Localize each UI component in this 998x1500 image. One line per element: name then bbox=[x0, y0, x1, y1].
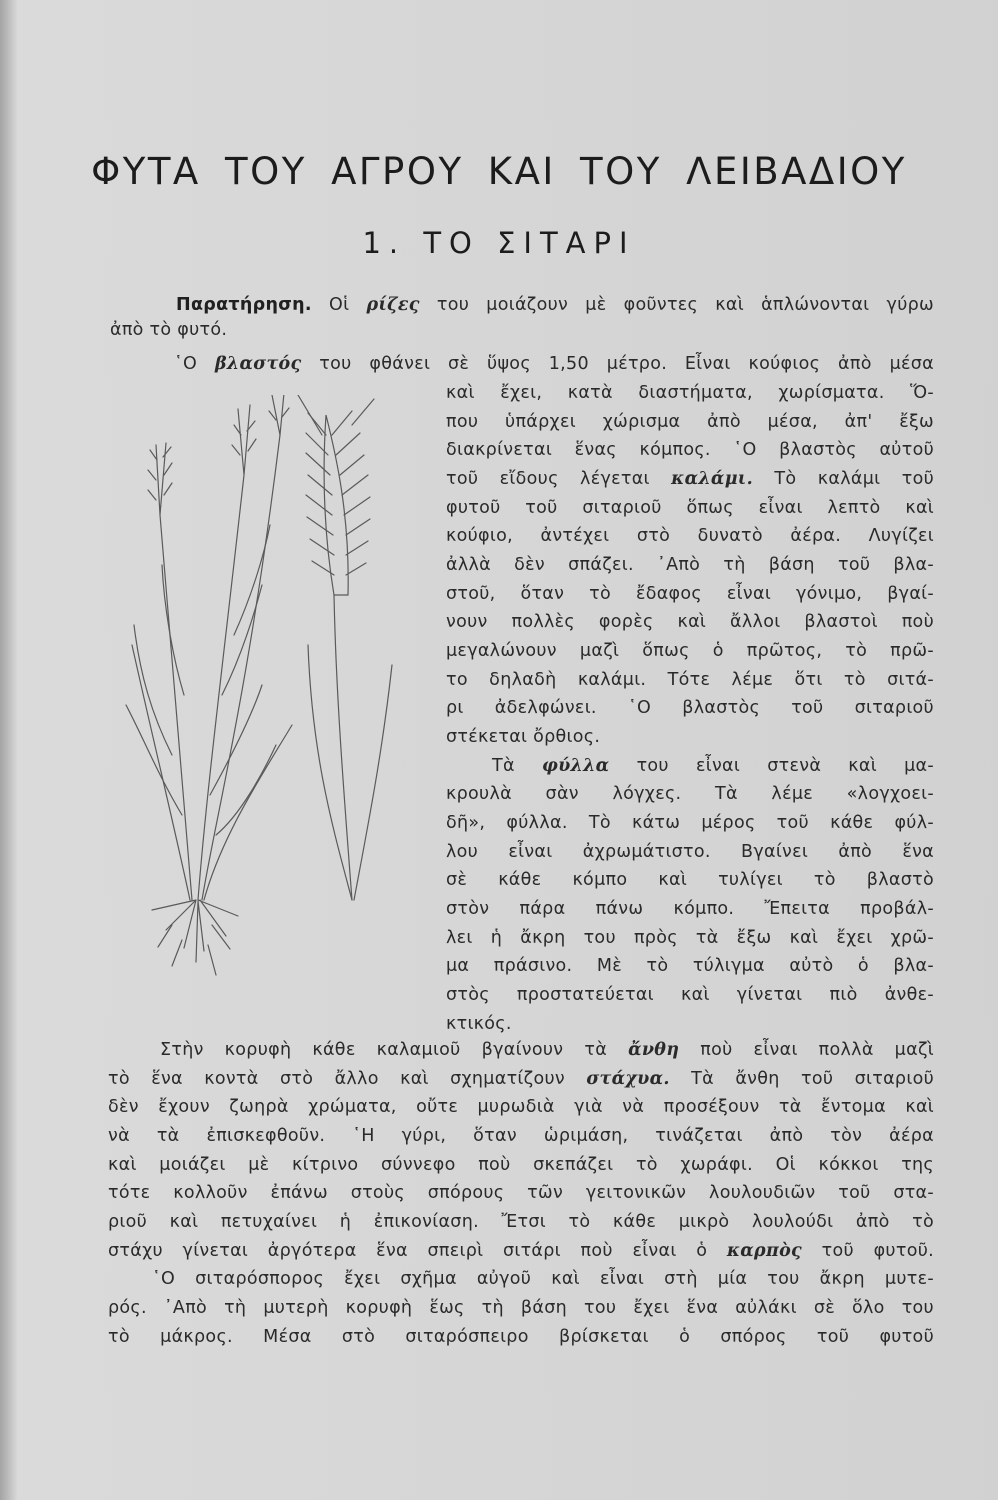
text-line: κτικός. bbox=[446, 1014, 512, 1034]
text-run: ῾Ο bbox=[174, 354, 215, 374]
term-fruit: καρπὸς bbox=[726, 1241, 803, 1261]
text-line: μα πράσινο. Μὲ τὸ τύλιγμα αὐτὸ ὁ βλα- bbox=[446, 956, 934, 976]
chapter-title: ΦΥΤΑ ΤΟΥ ΑΓΡΟΥ ΚΑΙ ΤΟΥ ΛΕΙΒΑΔΙΟΥ bbox=[91, 150, 907, 193]
text-line: ῾Ο σιταρόσπορος ἔχει σχῆμα αὐγοῦ καὶ εἶναι στὴ μία του ἄκρη μυτε- bbox=[152, 1269, 934, 1289]
text-run: τὸ ἕνα κοντὰ στὸ ἄλλο καὶ σχηματίζουν bbox=[108, 1069, 587, 1089]
text-line: δὲν ἔχουν ζωηρὰ χρώματα, οὔτε μυρωδιὰ γιὰ νὰ προσέξουν τὰ ἔντομα καὶ bbox=[108, 1097, 934, 1117]
term-reed: καλάμι. bbox=[671, 469, 753, 489]
term-roots: ρίζες bbox=[366, 295, 420, 315]
text-line: κούφιο, ἀντέχει στὸ δυνατὸ ἀέρα. Λυγίζει bbox=[446, 526, 934, 546]
text-run: Τὰ bbox=[492, 756, 542, 776]
text-line bbox=[108, 1067, 934, 1092]
text-run: του εἶναι στενὰ καὶ μα- bbox=[609, 756, 934, 776]
text-line: διακρίνεται ἕνας κόμπος. ῾Ο βλαστὸς αὐτοῦ bbox=[446, 440, 934, 460]
text-run: ποὺ εἶναι πολλὰ μαζὶ bbox=[679, 1040, 934, 1060]
term-leaves: φύλλα bbox=[541, 756, 610, 776]
text-line: νὰ τὰ ἐπισκεφθοῦν. ῾Η γύρι, ὅταν ὡριμάση, τινάζεται ἀπὸ τὸν ἀέρα bbox=[108, 1126, 934, 1146]
text-run: τοῦ εἴδους λέγεται bbox=[446, 469, 672, 489]
text-line: τότε κολλοῦν ἐπάνω στοὺς σπόρους τῶν γειτονικῶν λουλουδιῶν τοῦ στα- bbox=[108, 1183, 934, 1203]
text-line: μεγαλώνουν μαζὶ ὅπως ὁ πρῶτος, τὸ πρῶ- bbox=[446, 641, 934, 661]
text-run: στάχυ γίνεται ἀργότερα ἕνα σπειρὶ σιτάρι ποὺ εἶναι ὁ bbox=[108, 1241, 727, 1261]
text-run: του φθάνει σὲ ὕψος 1,50 μέτρο. Εἶναι κούφιος ἀπὸ μέσα bbox=[301, 354, 934, 374]
text-line bbox=[160, 1038, 934, 1063]
text-line: λου εἶναι ἀχρωμάτιστο. Βγαίνει ἀπὸ ἕνα bbox=[446, 842, 934, 862]
text-run: Οἱ bbox=[311, 295, 367, 315]
term-ears: στάχυα. bbox=[586, 1069, 670, 1089]
text-run: ἀπὸ τὸ φυτό. bbox=[110, 320, 228, 340]
text-line bbox=[108, 1239, 934, 1264]
text-line: ἀλλὰ δὲν σπάζει. ᾿Απὸ τὴ βάση τοῦ βλα- bbox=[446, 555, 934, 575]
text-line bbox=[176, 293, 934, 318]
text-run: Στὴν κορυφὴ κάθε καλαμιοῦ βγαίνουν τὰ bbox=[160, 1040, 629, 1060]
text-run: Τὸ καλάμι τοῦ bbox=[752, 469, 935, 489]
text-run: του μοιάζουν μὲ φοῦντες καὶ ἁπλώνονται γύρω bbox=[419, 295, 934, 315]
text-line: φυτοῦ τοῦ σιταριοῦ ὅπως εἶναι λεπτὸ καὶ bbox=[446, 498, 934, 518]
text-line: τὸ μάκρος. Μέσα στὸ σιταρόσπειρο βρίσκεται ὁ σπόρος τοῦ φυτοῦ bbox=[108, 1327, 934, 1347]
text-line: το δηλαδὴ καλάμι. Τότε λέμε ὅτι τὸ σιτά- bbox=[446, 670, 934, 690]
text-line: ρός. ᾿Απὸ τὴ μυτερὴ κορυφὴ ἕως τὴ βάση του ἔχει ἕνα αὐλάκι σὲ ὅλο του bbox=[108, 1298, 934, 1318]
text-line: στὸν πάρα πάνω κόμπο. Ἔπειτα προβάλ- bbox=[446, 899, 934, 919]
text-line: ριοῦ καὶ πετυχαίνει ἡ ἐπικονίαση. Ἔτσι τὸ κάθε μικρὸ λουλούδι ἀπὸ τὸ bbox=[108, 1212, 934, 1232]
term-stem: βλαστός bbox=[214, 354, 302, 374]
text-line: ρι ἀδελφώνει. ῾Ο βλαστὸς τοῦ σιταριοῦ bbox=[446, 698, 934, 718]
text-line: καὶ ἔχει, κατὰ διαστήματα, χωρίσματα. Ὅ- bbox=[446, 383, 934, 403]
term-flowers: ἄνθη bbox=[628, 1040, 680, 1060]
text-line bbox=[110, 318, 227, 343]
text-line: στὸς προστατεύεται καὶ γίνεται πιὸ ἀνθε- bbox=[446, 985, 934, 1005]
text-line: κρουλὰ σὰν λόγχες. Τὰ λέμε «λογχοει- bbox=[446, 784, 934, 804]
text-line: που ὑπάρχει χώρισμα ἀπὸ μέσα, ἀπ' ἔξω bbox=[446, 412, 934, 432]
text-line: στοῦ, ὅταν τὸ ἔδαφος εἶναι γόνιμο, βγαί- bbox=[446, 584, 934, 604]
observation-label: Παρατήρηση. bbox=[176, 295, 312, 315]
section-title: 1. ΤΟ ΣΙΤΑΡΙ bbox=[362, 226, 636, 260]
text-line: στέκεται ὄρθιος. bbox=[446, 727, 601, 747]
text-line: σὲ κάθε κόμπο καὶ τυλίγει τὸ βλαστὸ bbox=[446, 870, 934, 890]
text-run: Τὰ ἄνθη τοῦ σιταριοῦ bbox=[669, 1069, 934, 1089]
text-line bbox=[492, 754, 934, 779]
text-line: λει ἡ ἄκρη του πρὸς τὰ ἔξω καὶ ἔχει χρῶ- bbox=[446, 928, 934, 948]
text-line bbox=[174, 352, 934, 377]
text-run: τοῦ φυτοῦ. bbox=[802, 1241, 934, 1261]
text-line: δῆ», φύλλα. Τὸ κάτω μέρος τοῦ κάθε φύλ- bbox=[446, 813, 934, 833]
text-line: νουν πολλὲς φορὲς καὶ ἄλλοι βλαστοὶ ποὺ bbox=[446, 612, 934, 632]
text-line bbox=[446, 467, 934, 492]
text-line: καὶ μοιάζει μὲ κίτρινο σύννεφο ποὺ σκεπάζει τὸ χωράφι. Οἱ κόκκοι της bbox=[108, 1155, 934, 1175]
